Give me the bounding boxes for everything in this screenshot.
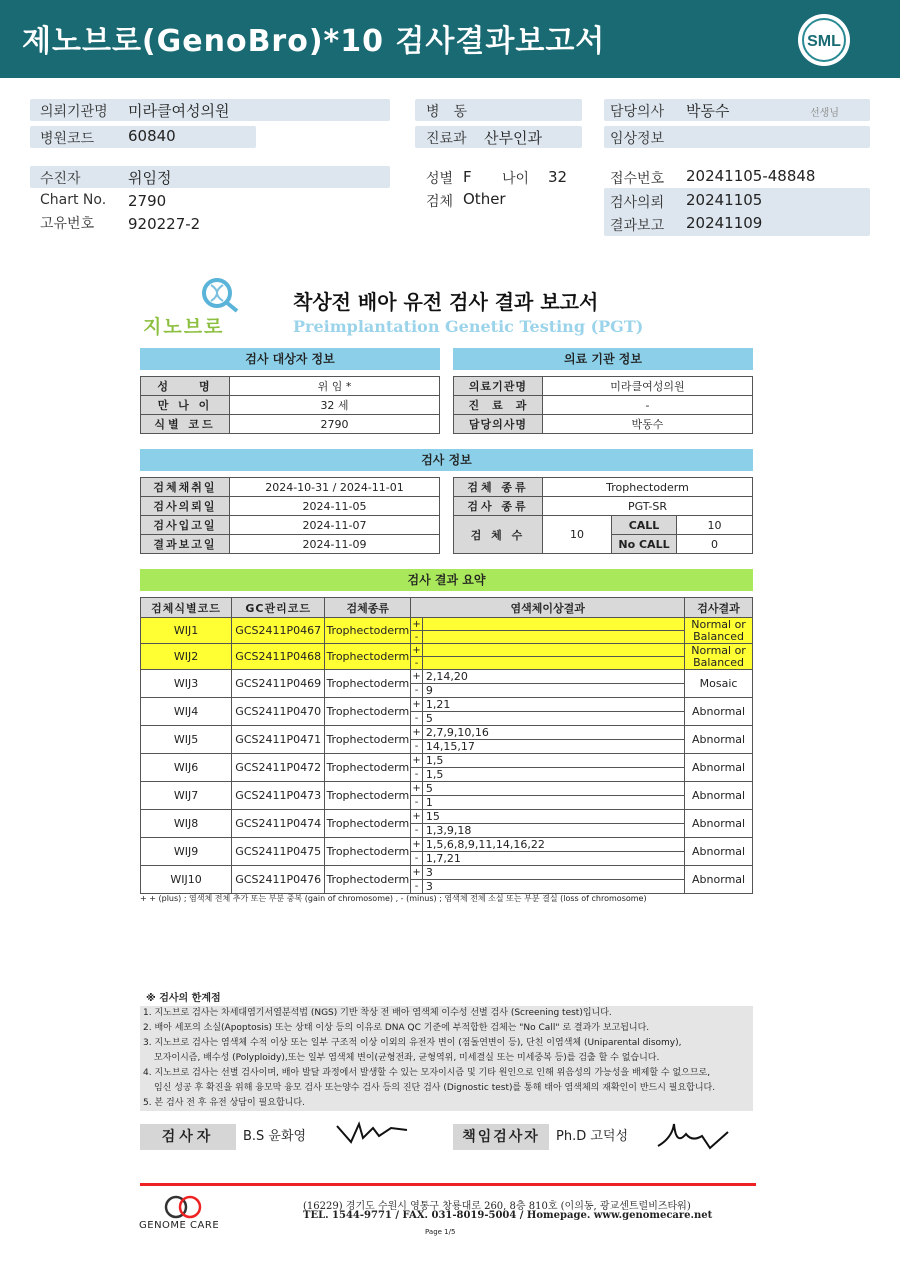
footnote: + + (plus) ; 염색체 전체 추가 또는 부분 중복 (gain of chromosome) , - (minus) ; 염색체 전체 소실 또는 부분 결실 (loss of chromosome) xyxy=(140,894,647,903)
plus-sign: + xyxy=(412,699,421,710)
department-label: 진료과 xyxy=(426,131,467,147)
genobro-brand: 지노브로 xyxy=(143,316,225,338)
col-chromosome: 염색체이상결과 xyxy=(411,598,685,618)
table-row xyxy=(141,754,753,768)
chief-signature xyxy=(652,1118,732,1152)
limit-item: 1. 지노브로 검사는 차세대염기서열분석법 (NGS) 기반 착상 전 배아 염색체 이수성 선별 검사 (Screening test)입니다. xyxy=(143,1008,612,1018)
doc-title-kr: 착상전 배아 유전 검사 결과 보고서 xyxy=(293,290,599,314)
sample-id-cell: WIJ2 xyxy=(141,644,232,670)
sample-id-cell: WIJ6 xyxy=(141,754,232,782)
report-value: 20241109 xyxy=(686,214,763,232)
gc-code-cell: GCS2411P0471 xyxy=(232,726,325,754)
gc-code-cell: GCS2411P0472 xyxy=(232,754,325,782)
sample-id-cell: WIJ3 xyxy=(141,670,232,698)
subject-table: 성 명 위 임 * 만 나 이 32 세 식별 코드 2790 xyxy=(140,376,440,434)
minus-sign: - xyxy=(411,712,423,726)
patient-value: 위임정 xyxy=(128,169,172,187)
doctor-label: 담당의사 xyxy=(610,104,665,120)
limits-title: ※ 검사의 한계점 xyxy=(146,993,221,1004)
gain-chromosomes xyxy=(422,644,684,657)
sample-id-cell: WIJ5 xyxy=(141,726,232,754)
loss-chromosomes xyxy=(422,657,684,670)
sample-id-cell: WIJ9 xyxy=(141,838,232,866)
result-cell: Abnormal xyxy=(685,782,753,810)
company-contact: TEL. 1544-9771 / FAX. 031-8019-5004 / Homepage. www.genomecare.net xyxy=(303,1210,713,1221)
gc-code-cell: GCS2411P0469 xyxy=(232,670,325,698)
gain-chromosomes: 2,14,20 xyxy=(422,670,684,684)
chief-name: Ph.D 고덕성 xyxy=(556,1129,629,1144)
col-specimen-type: 검체종류 xyxy=(325,598,411,618)
hospital-code-value: 60840 xyxy=(128,127,176,145)
chart-label: Chart No. xyxy=(40,192,107,208)
examiner-label: 검사자 xyxy=(140,1124,236,1150)
minus-sign: - xyxy=(411,657,423,670)
specimen-type-cell: Trophectoderm xyxy=(325,726,411,754)
loss-chromosomes xyxy=(422,631,684,644)
loss-chromosomes: 1,3,9,18 xyxy=(422,824,684,838)
limit-item: 모자이시즘, 배수성 (Polyploidy),또는 일부 염색체 변이(균형전좌, 균형역위, 미세결실 또는 미세중복 등)를 검출 할 수 없습니다. xyxy=(154,1053,660,1063)
clinical-label: 임상정보 xyxy=(610,131,665,147)
patient-label: 수진자 xyxy=(40,171,81,187)
limit-item: 임신 성공 후 확진을 위해 융모막 융모 검사 또는양수 검사 등의 진단 검사 (Dignostic test)를 통해 태아 염색체의 재확인이 반드시 필요합니다. xyxy=(154,1083,716,1093)
specimen-label: 검체 xyxy=(426,194,454,210)
test-type-table: 검체 종류 Trophectoderm 검사 종류 PGT-SR 검 체 수 10 CALL 10 No CALL 0 xyxy=(453,477,753,554)
limit-item: 2. 배아 세포의 소실(Apoptosis) 또는 상태 이상 등의 이유로 DNA QC 기준에 부적합한 검체는 "No Call" 로 결과가 보고됩니다. xyxy=(143,1023,650,1033)
loss-chromosomes: 1,5 xyxy=(422,768,684,782)
loss-chromosomes: 3 xyxy=(422,880,684,894)
request-label: 검사의뢰 xyxy=(610,195,665,211)
subject-section-head: 검사 대상자 정보 xyxy=(140,348,440,370)
report-title: 제노브로(GenoBro)*10 검사결과보고서 xyxy=(22,24,606,59)
results-table xyxy=(140,597,753,894)
doctor-suffix: 선생님 xyxy=(810,108,839,119)
hospital-code-label: 병원코드 xyxy=(40,131,95,147)
gc-code-cell: GCS2411P0475 xyxy=(232,838,325,866)
loss-chromosomes: 5 xyxy=(422,712,684,726)
unique-label: 고유번호 xyxy=(40,216,95,232)
examiner-signature xyxy=(333,1120,413,1148)
limits-box xyxy=(140,1006,753,1111)
gain-chromosomes: 15 xyxy=(422,810,684,824)
table-row xyxy=(141,670,753,684)
patient-row xyxy=(30,166,390,188)
plus-sign: + xyxy=(412,727,421,738)
age-value: 32 xyxy=(548,168,568,186)
result-cell: Abnormal xyxy=(685,754,753,782)
test-section-head: 검사 정보 xyxy=(140,449,753,471)
loss-chromosomes: 1,7,21 xyxy=(422,852,684,866)
genobro-logo-icon xyxy=(195,277,243,313)
plus-sign: + xyxy=(412,618,421,630)
specimen-type-cell: Trophectoderm xyxy=(325,838,411,866)
gain-chromosomes: 2,7,9,10,16 xyxy=(422,726,684,740)
examiner-name: B.S 윤화영 xyxy=(243,1129,307,1144)
loss-chromosomes: 14,15,17 xyxy=(422,740,684,754)
result-cell: Abnormal xyxy=(685,810,753,838)
specimen-type-cell: Trophectoderm xyxy=(325,698,411,726)
gain-chromosomes: 1,21 xyxy=(422,698,684,712)
minus-sign: - xyxy=(411,631,423,644)
result-cell: Abnormal xyxy=(685,726,753,754)
limit-item: 5. 본 검사 전 후 유전 상담이 필요합니다. xyxy=(143,1098,305,1108)
specimen-type-cell: Trophectoderm xyxy=(325,618,411,644)
sex-label: 성별 xyxy=(426,171,454,187)
receipt-value: 20241105-48848 xyxy=(686,167,816,185)
result-cell: Normal or Balanced xyxy=(685,644,753,670)
minus-sign: - xyxy=(411,768,423,782)
department-value: 산부인과 xyxy=(484,129,542,147)
plus-sign: + xyxy=(412,867,421,878)
gain-chromosomes xyxy=(422,618,684,631)
inst-section-head: 의료 기관 정보 xyxy=(453,348,753,370)
col-result: 검사결과 xyxy=(685,598,753,618)
chart-value: 2790 xyxy=(128,192,167,210)
gc-code-cell: GCS2411P0468 xyxy=(232,644,325,670)
plus-sign: + xyxy=(412,671,421,682)
gc-code-cell: GCS2411P0476 xyxy=(232,866,325,894)
gain-chromosomes: 1,5 xyxy=(422,754,684,768)
minus-sign: - xyxy=(411,880,423,894)
sex-value: F xyxy=(463,168,472,186)
limit-item: 4. 지노브로 검사는 선별 검사이며, 배아 발달 과정에서 발생할 수 있는 모자이시즘 및 기타 원인으로 인해 위음성의 가능성을 배제할 수 없으므로, xyxy=(143,1068,711,1078)
table-row xyxy=(141,698,753,712)
page-number: Page 1/5 xyxy=(425,1228,456,1236)
specimen-type-cell: Trophectoderm xyxy=(325,644,411,670)
minus-sign: - xyxy=(411,740,423,754)
plus-sign: + xyxy=(412,811,421,822)
table-row xyxy=(141,618,753,631)
unique-value: 920227-2 xyxy=(128,215,201,233)
minus-sign: - xyxy=(411,852,423,866)
specimen-type-cell: Trophectoderm xyxy=(325,866,411,894)
chief-label: 책임검사자 xyxy=(453,1124,549,1150)
table-row xyxy=(141,810,753,824)
doctor-value: 박동수 xyxy=(686,102,730,120)
gain-chromosomes: 1,5,6,8,9,11,14,16,22 xyxy=(422,838,684,852)
loss-chromosomes: 1 xyxy=(422,796,684,810)
minus-sign: - xyxy=(411,684,423,698)
company-address: (16229) 경기도 수원시 영통구 창룡대로 260, 8층 810호 (이의동, 광교센트럴비즈타워) xyxy=(303,1201,691,1212)
table-row xyxy=(141,782,753,796)
gc-code-cell: GCS2411P0470 xyxy=(232,698,325,726)
institution-value: 미라클여성의원 xyxy=(128,102,230,120)
gain-chromosomes: 5 xyxy=(422,782,684,796)
table-row xyxy=(141,866,753,880)
report-header-bar xyxy=(0,0,900,78)
receipt-label: 접수번호 xyxy=(610,171,665,187)
minus-sign: - xyxy=(411,796,423,810)
table-row xyxy=(141,726,753,740)
footer-divider xyxy=(140,1183,756,1186)
specimen-type-cell: Trophectoderm xyxy=(325,782,411,810)
svg-text:SML: SML xyxy=(807,33,841,50)
gain-chromosomes: 3 xyxy=(422,866,684,880)
col-sample-id: 검체식별코드 xyxy=(141,598,232,618)
sml-logo xyxy=(796,12,852,68)
sample-id-cell: WIJ4 xyxy=(141,698,232,726)
col-gc-code: GC관리코드 xyxy=(232,598,325,618)
plus-sign: + xyxy=(412,783,421,794)
limit-item: 3. 지노브로 검사는 염색체 수적 이상 또는 일부 구조적 이상 이외의 유전자 변이 (점돌연변이 등), 단친 이염색체 (Uniparental disomy), xyxy=(143,1038,682,1048)
plus-sign: + xyxy=(412,644,421,656)
company-name: GENOME CARE xyxy=(139,1220,220,1231)
sample-id-cell: WIJ1 xyxy=(141,618,232,644)
sample-id-cell: WIJ7 xyxy=(141,782,232,810)
doc-title-en: Preimplantation Genetic Testing (PGT) xyxy=(293,317,644,336)
result-cell: Abnormal xyxy=(685,838,753,866)
request-value: 20241105 xyxy=(686,191,763,209)
result-cell: Abnormal xyxy=(685,866,753,894)
age-label: 나이 xyxy=(502,171,530,187)
sample-id-cell: WIJ10 xyxy=(141,866,232,894)
ward-label: 병 동 xyxy=(426,104,468,120)
inst-table: 의료기관명 미라클여성의원 진 료 과 - 담당의사명 박동수 xyxy=(453,376,753,434)
plus-sign: + xyxy=(412,755,421,766)
report-label: 결과보고 xyxy=(610,218,665,234)
minus-sign: - xyxy=(411,824,423,838)
sample-id-cell: WIJ8 xyxy=(141,810,232,838)
loss-chromosomes: 9 xyxy=(422,684,684,698)
genome-care-logo-icon xyxy=(163,1195,203,1219)
result-cell: Mosaic xyxy=(685,670,753,698)
specimen-value: Other xyxy=(463,190,506,208)
specimen-type-cell: Trophectoderm xyxy=(325,810,411,838)
table-row xyxy=(141,644,753,657)
result-cell: Normal or Balanced xyxy=(685,618,753,644)
test-date-table: 검체채취일 2024-10-31 / 2024-11-01 검사의뢰일 2024-11-05 검사입고일 2024-11-07 결과보고일 2024-11-09 xyxy=(140,477,440,554)
specimen-type-cell: Trophectoderm xyxy=(325,754,411,782)
plus-sign: + xyxy=(412,839,421,850)
summary-section-head: 검사 결과 요약 xyxy=(140,569,753,591)
table-row xyxy=(141,838,753,852)
gc-code-cell: GCS2411P0474 xyxy=(232,810,325,838)
institution-label: 의뢰기관명 xyxy=(40,104,108,120)
specimen-type-cell: Trophectoderm xyxy=(325,670,411,698)
gc-code-cell: GCS2411P0467 xyxy=(232,618,325,644)
gc-code-cell: GCS2411P0473 xyxy=(232,782,325,810)
result-cell: Abnormal xyxy=(685,698,753,726)
